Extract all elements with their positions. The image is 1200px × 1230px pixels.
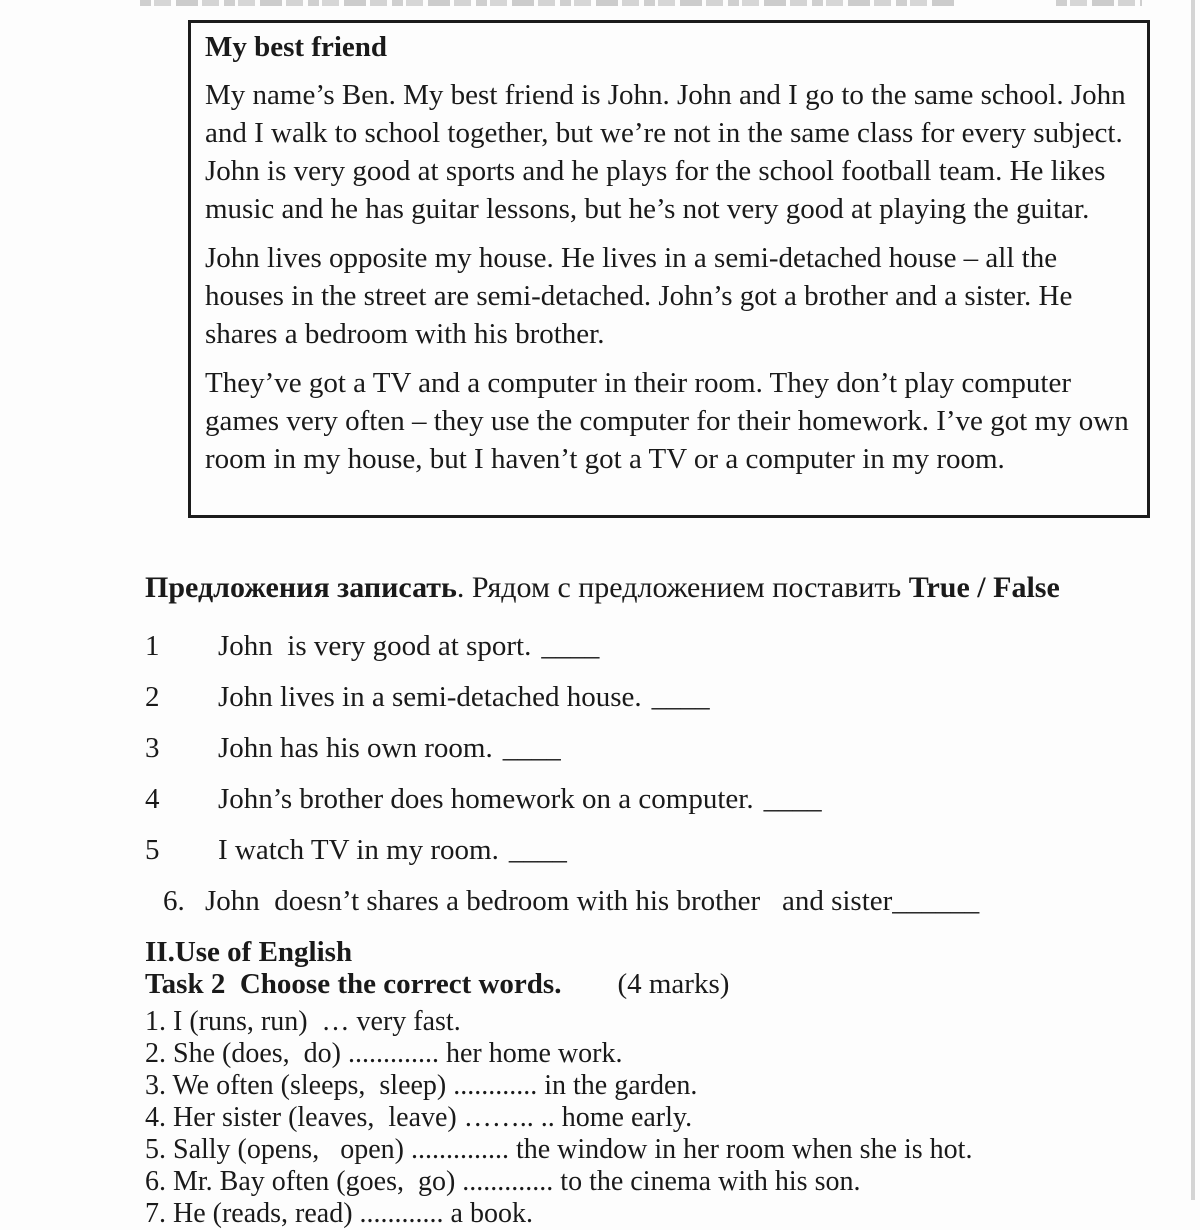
exercise-item: 1. I (runs, run) … very fast.: [145, 1006, 461, 1037]
true-false-list: [145, 630, 1157, 921]
worksheet-body: [145, 570, 1157, 1230]
exercise-item: 7. He (reads, read) ............ a book.: [145, 1198, 533, 1229]
answer-blank: ____: [763, 783, 822, 815]
item-text: I watch TV in my room.: [218, 834, 499, 866]
use-of-english-list: [145, 1006, 1157, 1230]
answer-blank: ____: [651, 681, 710, 713]
cropped-text-top-sliver: [1056, 0, 1142, 6]
passage-line: houses in the street are semi-detached. John’s got a brother and a sister. He: [205, 280, 1073, 312]
item-number: 4: [145, 783, 160, 815]
item-text: John’s brother does homework on a computer.: [218, 783, 754, 815]
passage-line: games very often – they use the computer for their homework. I’ve got my own: [205, 405, 1129, 437]
exercise-item: 4. Her sister (leaves, leave) …….. .. home early.: [145, 1102, 693, 1133]
cropped-text-top-sliver: [140, 0, 958, 6]
item-number: 3: [145, 732, 160, 764]
task-heading: [145, 968, 1157, 1000]
exercise-item: 6. Mr. Bay often (goes, go) ............. to the cinema with his son.: [145, 1166, 861, 1197]
item-text: John lives in a semi-detached house.: [218, 681, 642, 713]
item-number: 5: [145, 834, 160, 866]
passage-line: shares a bedroom with his brother.: [205, 318, 605, 350]
answer-blank: ____: [508, 834, 567, 866]
true-false-item: [145, 681, 1157, 717]
instruction-middle: . Рядом с предложением поставить: [456, 571, 909, 604]
item-text: John is very good at sport.: [218, 630, 532, 662]
instruction-bold-tail: True / False: [908, 571, 1060, 604]
photo-edge-line: [1191, 0, 1195, 1200]
passage-line: They’ve got a TV and a computer in their room. They don’t play computer: [205, 367, 1072, 399]
true-false-item: [145, 834, 1157, 870]
true-false-item: [145, 783, 1157, 819]
passage-line: My name’s Ben. My best friend is John. John and I go to the same school. John: [205, 79, 1126, 111]
passage-line: and I walk to school together, but we’re not in the same class for every subject.: [205, 117, 1123, 149]
passage-paragraph: [205, 76, 1133, 228]
task-title: Task 2 Choose the correct words.: [145, 968, 562, 1000]
item-number: 1: [145, 630, 160, 662]
item-number: 2: [145, 681, 160, 713]
exercise-item: 3. We often (sleeps, sleep) ............ in the garden.: [145, 1070, 698, 1101]
passage-line: music and he has guitar lessons, but he’s not very good at playing the guitar.: [205, 193, 1090, 225]
item-text: John has his own room.: [218, 732, 493, 764]
passage-line: John lives opposite my house. He lives in a semi-detached house – all the: [205, 242, 1058, 274]
passage-line: John is very good at sports and he plays for the school football team. He likes: [205, 155, 1106, 187]
passage-paragraph: [205, 364, 1133, 478]
task-marks: (4 marks): [617, 968, 730, 1000]
answer-blank: ______: [892, 885, 980, 917]
passage-paragraph: [205, 239, 1133, 353]
reading-passage-box: [188, 20, 1150, 518]
answer-blank: ____: [541, 630, 600, 662]
item-text: John doesn’t shares a bedroom with his brother and sister: [205, 885, 893, 917]
exercise-item: 5. Sally (opens, open) .............. the window in her room when she is hot.: [145, 1134, 973, 1165]
true-false-item: [145, 630, 1157, 666]
exercise-item: 2. She (does, do) ............. her home work.: [145, 1038, 623, 1069]
true-false-item: [145, 732, 1157, 768]
section-title: II.Use of English: [145, 936, 353, 968]
passage-title: My best friend: [205, 31, 388, 63]
answer-blank: ____: [502, 732, 561, 764]
item-number: 6.: [163, 885, 185, 917]
true-false-instruction: [145, 570, 1157, 606]
true-false-item: [145, 885, 1157, 921]
instruction-bold-lead: Предложения записать: [145, 571, 457, 604]
passage-line: room in my house, but I haven’t got a TV or a computer in my room.: [205, 443, 1005, 475]
